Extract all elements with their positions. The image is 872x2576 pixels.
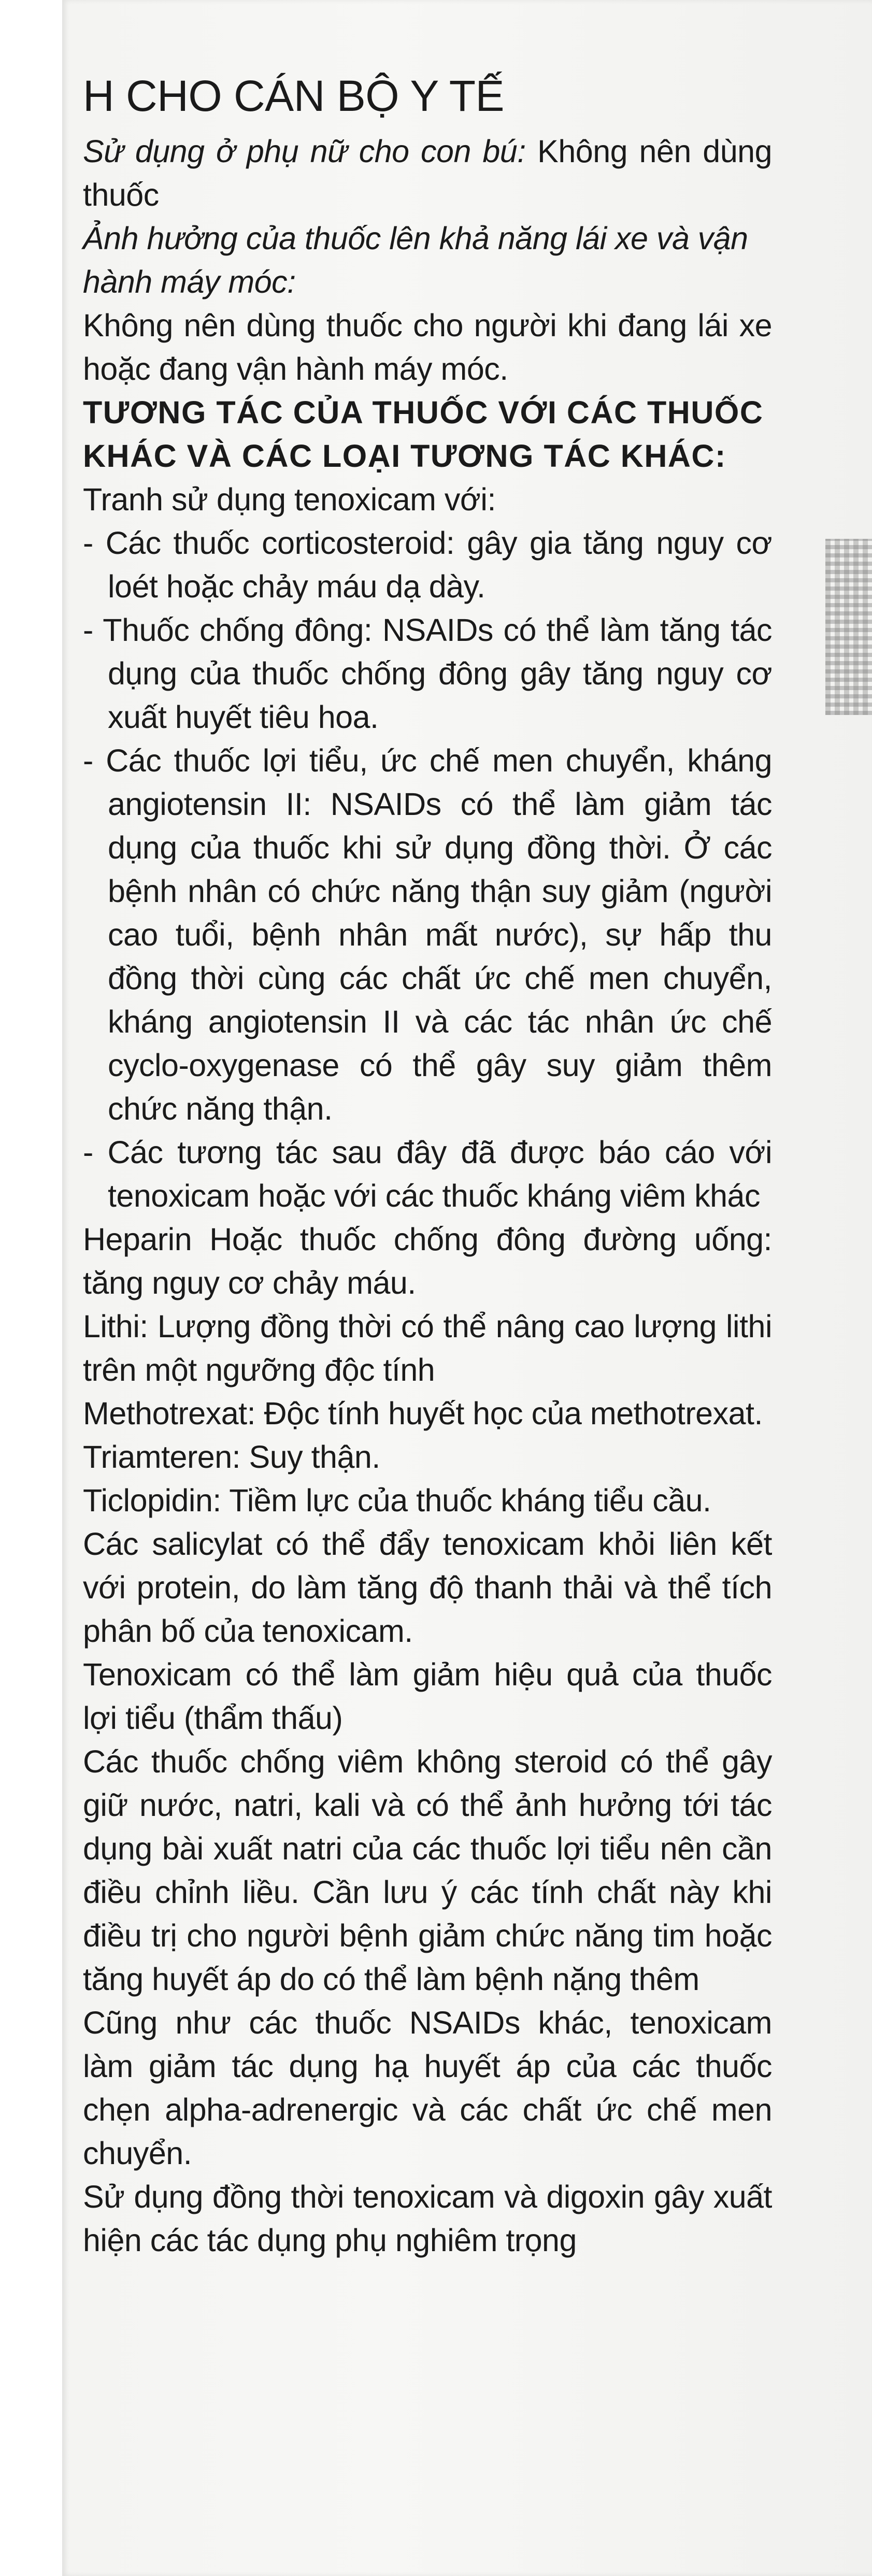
item-salicylat: Các salicylat có thể đẩy tenoxicam khỏi liên kết với protein, do làm tăng độ thanh thải và thể tích phân bố của tenoxicam.: [83, 1526, 772, 1649]
bullet-reported-interactions: - Các tương tác sau đây đã được báo cáo với tenoxicam hoặc với các thuốc kháng viêm khác: [83, 1135, 772, 1213]
bullet-corticosteroid: - Các thuốc corticosteroid: gây gia tăng nguy cơ loét hoặc chảy máu dạ dày.: [83, 525, 772, 604]
item-lithi: Lithi: Lượng đồng thời có thể nâng cao lượng lithi trên một ngưỡng độc tính: [83, 1309, 772, 1387]
item-diuretic-efficacy: Tenoxicam có thể làm giảm hiệu quả của thuốc lợi tiểu (thẩm thấu): [83, 1657, 772, 1736]
item-methotrexat: Methotrexat: Độc tính huyết học của methotrexat.: [83, 1396, 763, 1431]
qr-code-fragment: [825, 539, 872, 715]
item-triamteren: Triamteren: Suy thận.: [83, 1439, 380, 1475]
bullet-anticoagulant: - Thuốc chống đông: NSAIDs có thể làm tăng tác dụng của thuốc chống đông gây tăng nguy cơ xuất huyết tiêu hoa.: [83, 612, 772, 735]
bullet-diuretics: - Các thuốc lợi tiểu, ức chế men chuyển, kháng angiotensin II: NSAIDs có thể làm giảm tác dụng của thuốc khi sử dụng đồng thời. Ở các bệnh nhân có chức năng thận suy giảm (người cao tuổi, bệnh nhân mất nước), sự hấp thu đồng thời cùng các chất ức chế men chuyển, kháng angiotensin II và các tác nhân ức chế cyclo-oxygenase có thể gây suy giảm thêm chức năng thận.: [83, 743, 772, 1126]
interactions-intro: Tranh sử dụng tenoxicam với:: [83, 482, 496, 517]
item-nsaid-fluid-retention: Các thuốc chống viêm không steroid có thể gây giữ nước, natri, kali và có thể ảnh hưởng tới tác dụng bài xuất natri của các thuốc lợi tiểu nên cần điều chỉnh liều. Cần lưu ý các tính chất này khi điều trị cho người bệnh giảm chức năng tim hoặc tăng huyết áp do có thể làm bệnh nặng thêm: [83, 1744, 772, 1997]
nursing-text: Không nên dùng thuốc: [83, 134, 772, 212]
item-ticlopidin: Ticlopidin: Tiềm lực của thuốc kháng tiểu cầu.: [83, 1483, 711, 1518]
item-digoxin: Sử dụng đồng thời tenoxicam và digoxin gây xuất hiện các tác dụng phụ nghiêm trọng: [83, 2179, 772, 2258]
nursing-label: Sử dụng ở phụ nữ cho con bú:: [83, 134, 526, 169]
item-heparin: Heparin Hoặc thuốc chống đông đường uống: tăng nguy cơ chảy máu.: [83, 1222, 772, 1300]
item-antihypertensive: Cũng như các thuốc NSAIDs khác, tenoxicam làm giảm tác dụng hạ huyết áp của các thuốc chẹn alpha-adrenergic và các chất ức chế men chuyển.: [83, 2005, 772, 2171]
nursing-paragraph: [83, 130, 772, 217]
section-heading: H CHO CÁN BỘ Y TẾ: [83, 71, 505, 120]
driving-label: Ảnh hưởng của thuốc lên khả năng lái xe và vận hành máy móc:: [83, 221, 748, 299]
leaflet-content: [83, 67, 772, 2262]
driving-text: Không nên dùng thuốc cho người khi đang lái xe hoặc đang vận hành máy móc.: [83, 308, 772, 387]
interactions-title: TƯƠNG TÁC CỦA THUỐC VỚI CÁC THUỐC KHÁC VÀ CÁC LOẠI TƯƠNG TÁC KHÁC:: [83, 395, 764, 474]
